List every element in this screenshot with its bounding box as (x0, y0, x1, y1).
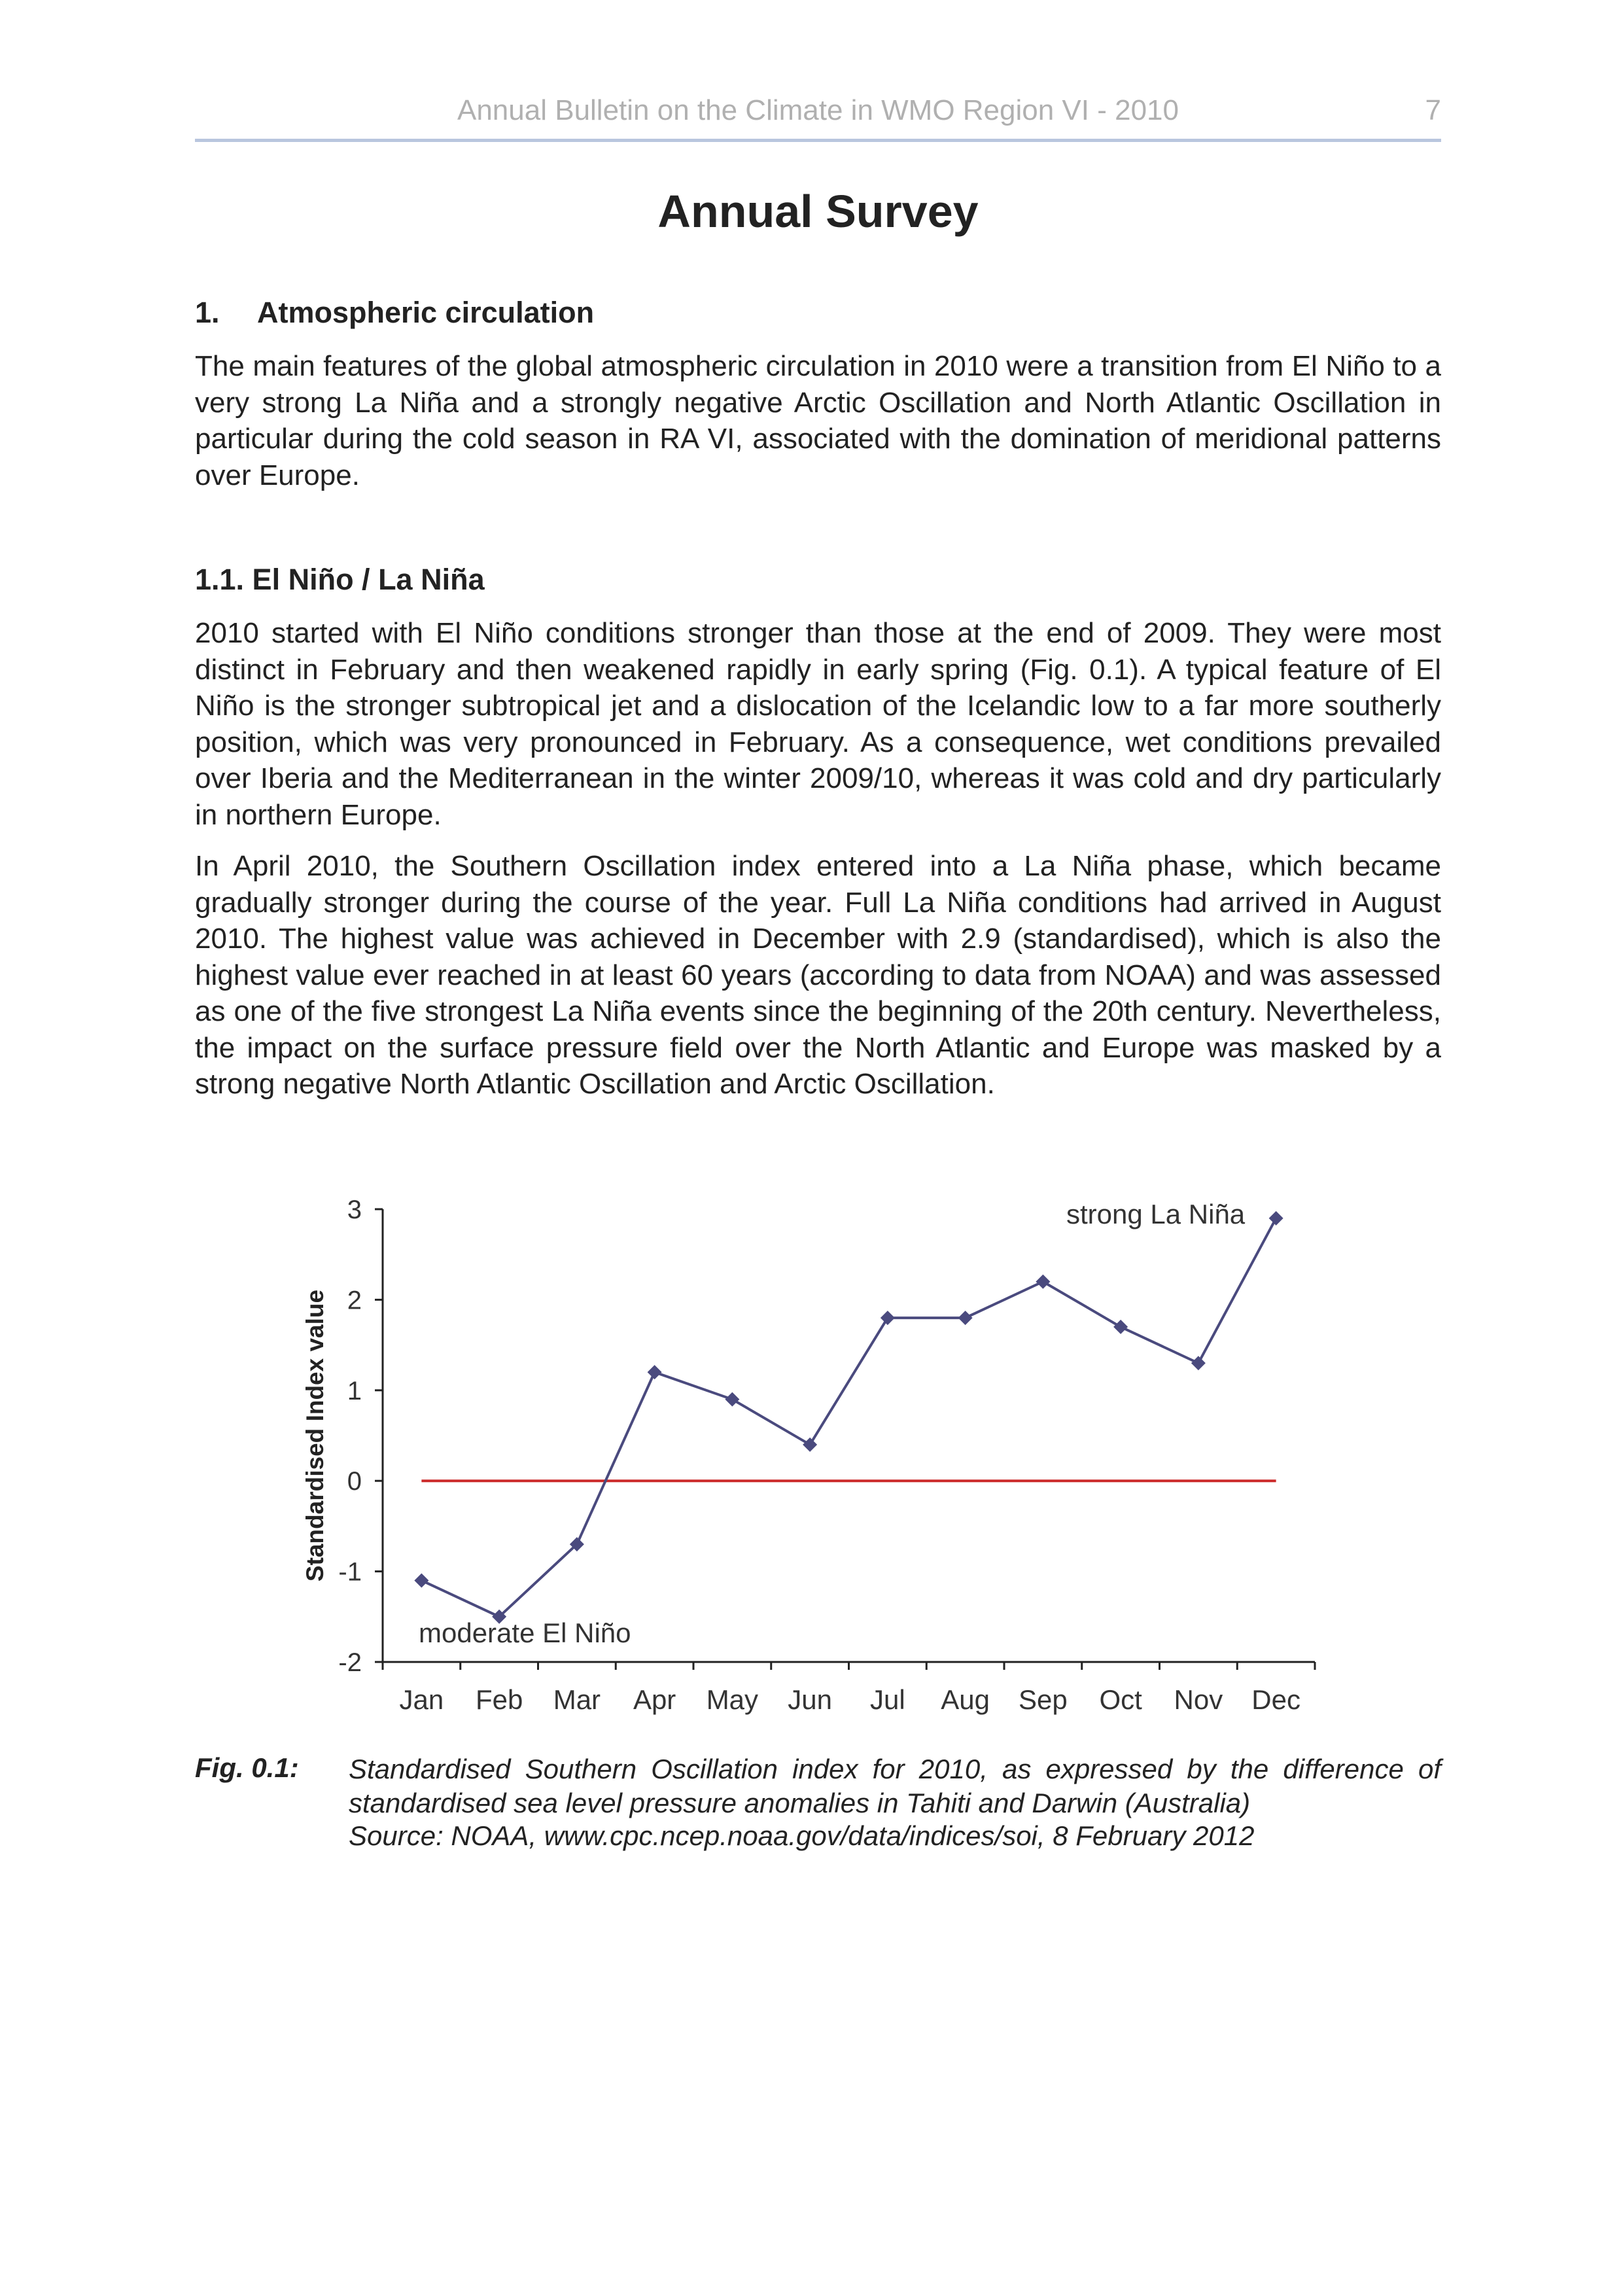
figure-caption-source: Source: NOAA, www.cpc.ncep.noaa.gov/data/indices/soi, 8 February 2012 (349, 1820, 1255, 1851)
figure-caption-text: Standardised Southern Oscillation index for 2010, as expressed by the difference of standardised sea level pressure anomalies in Tahiti and Darwin (Australia) (349, 1754, 1441, 1818)
data-point-marker (881, 1311, 895, 1325)
y-tick-label: -1 (338, 1557, 362, 1587)
y-tick-label: 1 (347, 1376, 362, 1405)
x-tick-label: Feb (475, 1684, 523, 1715)
data-point-marker (1269, 1211, 1283, 1226)
y-tick-label: -2 (338, 1648, 362, 1677)
y-tick-label: 0 (347, 1467, 362, 1496)
data-point-marker (958, 1311, 973, 1325)
x-tick-label: Aug (941, 1684, 990, 1715)
x-tick-label: Apr (633, 1684, 676, 1715)
data-point-marker (725, 1392, 739, 1407)
x-tick-label: Oct (1099, 1684, 1142, 1715)
y-tick-label: 3 (347, 1195, 362, 1224)
running-header (195, 86, 1441, 142)
data-point-marker (648, 1365, 662, 1379)
annotation-strong-la-nina: strong La Niña (1066, 1199, 1246, 1229)
x-tick-label: Jan (399, 1684, 444, 1715)
subsection-heading-el-nino-la-nina: 1.1. El Niño / La Niña (195, 563, 485, 596)
data-point-marker (1113, 1320, 1128, 1334)
data-point-marker (1036, 1275, 1050, 1289)
page-title: Annual Survey (657, 186, 979, 237)
x-tick-label: Jul (870, 1684, 905, 1715)
x-tick-label: Mar (553, 1684, 601, 1715)
page-number: 7 (1425, 94, 1441, 126)
paragraph-la-nina: In April 2010, the Southern Oscillation index entered into a La Niña phase, which became gradually stronger during the course of the year. Full La Niña conditions had arrived in August 2010. The highest value was achieved in December with 2.9 (standardised), which is also the highest value ever reached in at least 60 years (according to data from NOAA) and was assessed as one of the five strongest La Niña events since the beginning of the 20th century. Nevertheless, the impact on the surface pressure field over the North Atlantic and Europe was masked by a strong negative North Atlantic Oscillation and Arctic Oscillation. (195, 850, 1441, 1100)
annotation-moderate-el-nino: moderate El Niño (419, 1617, 631, 1648)
y-axis-label: Standardised Index value (302, 1289, 328, 1582)
y-tick-label: 2 (347, 1286, 362, 1315)
soi-line-chart (288, 1171, 1335, 1734)
section-heading-atmospheric-circulation (195, 296, 594, 330)
data-point-marker (1191, 1356, 1206, 1370)
x-tick-label: Sep (1019, 1684, 1068, 1715)
section-title: Atmospheric circulation (257, 296, 595, 329)
data-point-marker (414, 1573, 428, 1587)
running-title: Annual Bulletin on the Climate in WMO Region VI - 2010 (457, 94, 1179, 126)
x-tick-label: Dec (1251, 1684, 1300, 1715)
figure-caption-label: Fig. 0.1: (195, 1752, 299, 1783)
x-tick-label: Nov (1174, 1684, 1223, 1715)
section-number: 1. (195, 296, 220, 329)
paragraph-atmospheric-circulation: The main features of the global atmospheric circulation in 2010 were a transition from El Niño to a very strong La Niña and a strongly negative Arctic Oscillation and North Atlantic Oscillation in particular during the cold season in RA VI, associated with the domination of meridional patterns over Europe. (195, 350, 1441, 491)
data-point-marker (803, 1438, 817, 1452)
soi-chart (288, 1171, 1335, 1734)
x-tick-label: May (706, 1684, 759, 1715)
soi-series-line (421, 1218, 1276, 1617)
x-tick-label: Jun (788, 1684, 832, 1715)
paragraph-el-nino: 2010 started with El Niño conditions stronger than those at the end of 2009. They were most distinct in February and then weakened rapidly in early spring (Fig. 0.1). A typical feature of El Niño is the stronger subtropical jet and a dislocation of the Icelandic low to a far more southerly position, which was very pronounced in February. As a consequence, wet conditions prevailed over Iberia and the Mediterranean in the winter 2009/10, whereas it was cold and dry particularly in northern Europe. (195, 617, 1441, 831)
